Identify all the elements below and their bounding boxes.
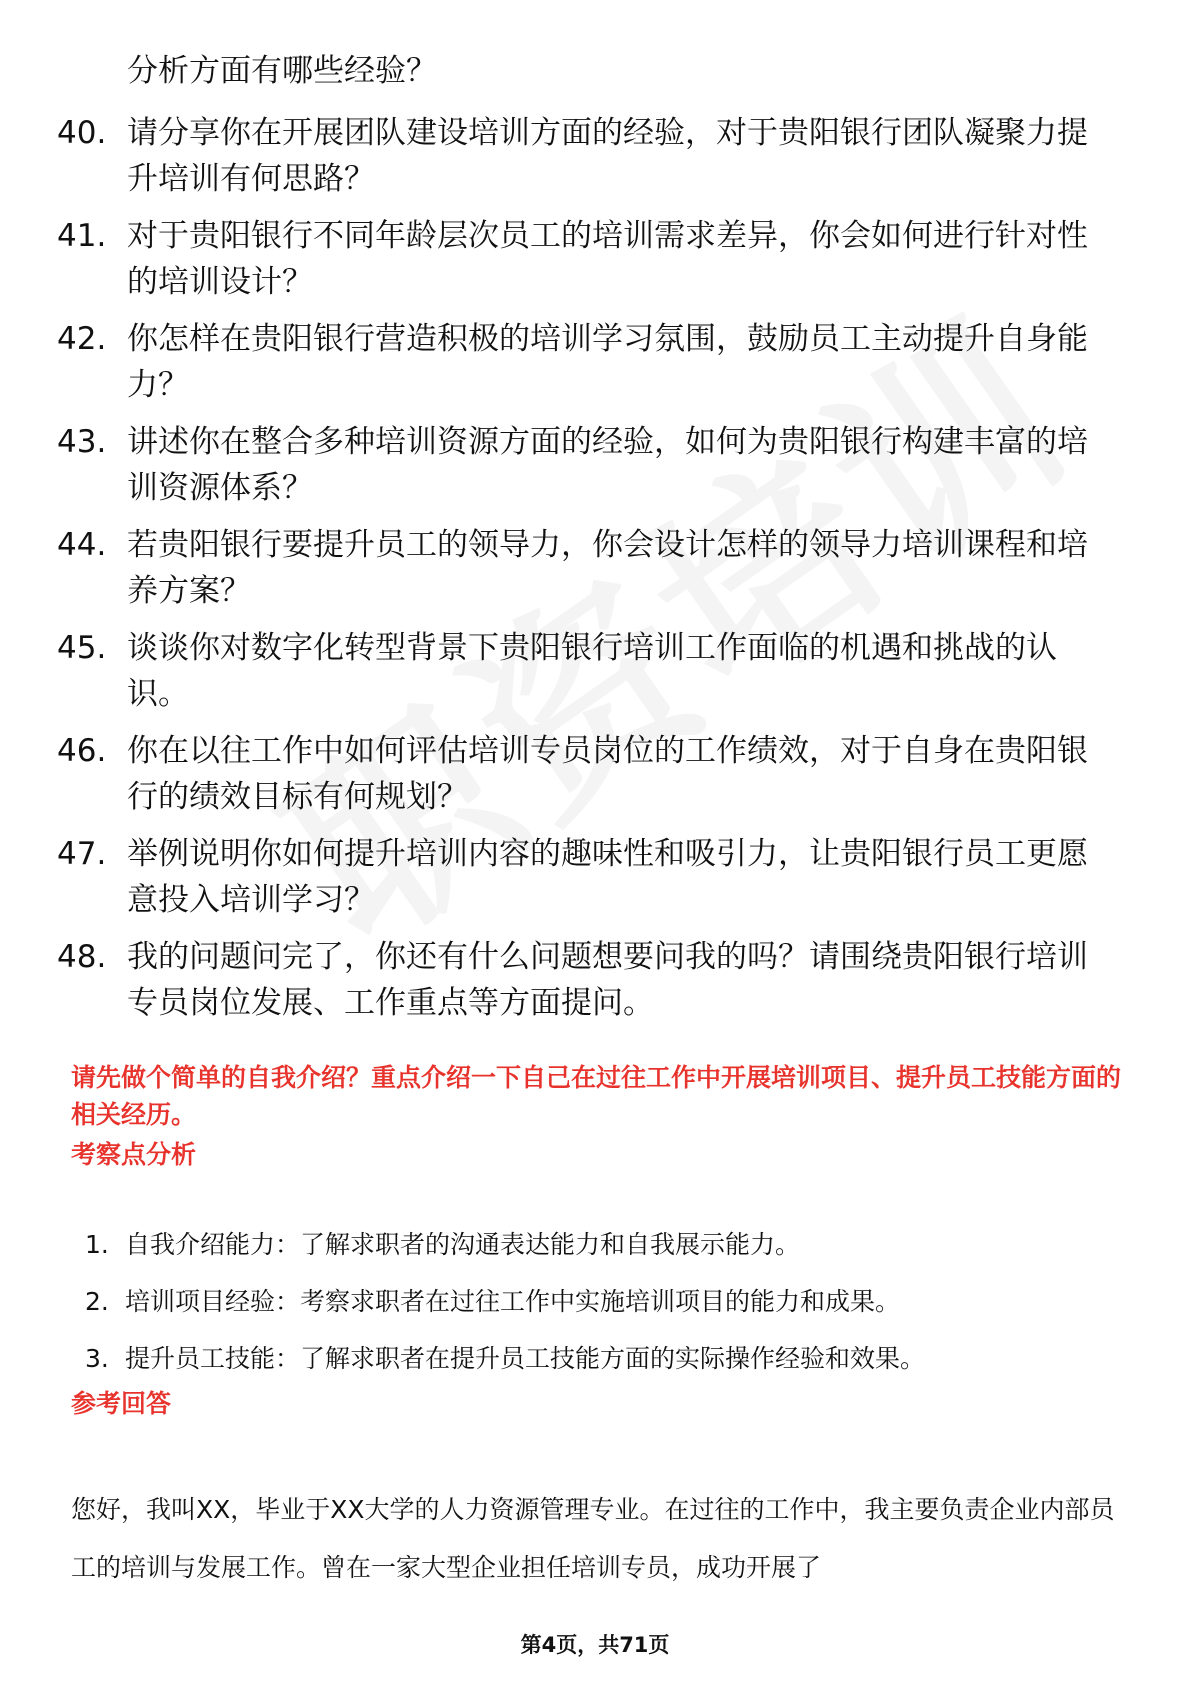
- question-number: 41.: [57, 218, 107, 254]
- analysis-text: 培训项目经验：考察求职者在过往工作中实施培训项目的能力和成果。: [125, 1287, 901, 1316]
- question-number: 43.: [57, 424, 107, 460]
- question-text: 谈谈你对数字化转型背景下贵阳银行培训工作面临的机遇和挑战的认识。: [127, 630, 1057, 712]
- question-number: 42.: [57, 321, 107, 357]
- highlight-question: 请先做个简单的自我介绍？重点介绍一下自己在过往工作中开展培训项目、提升员工技能方面的相关经历。: [71, 1063, 1122, 1129]
- analysis-number: 1.: [85, 1230, 109, 1259]
- question-number: 48.: [57, 939, 107, 975]
- answer-paragraph: 您好，我叫XX，毕业于XX大学的人力资源管理专业。在过往的工作中，我主要负责企业内部员工的培训与发展工作。曾在一家大型企业担任培训专员，成功开展了: [71, 1495, 1115, 1582]
- analysis-text: 自我介绍能力：了解求职者的沟通表达能力和自我展示能力。: [125, 1230, 801, 1259]
- question-text: 请分享你在开展团队建设培训方面的经验，对于贵阳银行团队凝聚力提升培训有何思路？: [127, 115, 1088, 197]
- question-text: 若贵阳银行要提升员工的领导力，你会设计怎样的领导力培训课程和培养方案？: [127, 527, 1088, 609]
- list-item: [57, 110, 1117, 202]
- list-item: [85, 1284, 1115, 1320]
- question-number: 40.: [57, 115, 107, 151]
- question-text: 你怎样在贵阳银行营造积极的培训学习氛围，鼓励员工主动提升自身能力？: [127, 321, 1088, 403]
- analysis-number: 2.: [85, 1287, 109, 1316]
- list-item: [57, 316, 1117, 408]
- question-text: 举例说明你如何提升培训内容的趣味性和吸引力，让贵阳银行员工更愿意投入培训学习？: [127, 836, 1088, 918]
- analysis-number: 3.: [85, 1344, 109, 1373]
- list-item: [57, 522, 1117, 614]
- question-text: 讲述你在整合多种培训资源方面的经验，如何为贵阳银行构建丰富的培训资源体系？: [127, 424, 1088, 506]
- analysis-heading: 考察点分析: [71, 1140, 197, 1169]
- list-item: [57, 213, 1117, 305]
- question-list: [57, 110, 1117, 1037]
- question-text: 你在以往工作中如何评估培训专员岗位的工作绩效，对于自身在贵阳银行的绩效目标有何规划？: [127, 733, 1088, 815]
- list-item: [85, 1227, 1115, 1263]
- list-item: [57, 934, 1117, 1026]
- question-number: 44.: [57, 527, 107, 563]
- question-number: 46.: [57, 733, 107, 769]
- list-item: [57, 831, 1117, 923]
- analysis-list: [85, 1227, 1115, 1398]
- answer-heading: 参考回答: [71, 1389, 172, 1418]
- analysis-text: 提升员工技能：了解求职者在提升员工技能方面的实际操作经验和效果。: [125, 1344, 926, 1373]
- question-text: 对于贵阳银行不同年龄层次员工的培训需求差异，你会如何进行针对性的培训设计？: [127, 218, 1088, 300]
- list-item: [57, 419, 1117, 511]
- list-item: [85, 1341, 1115, 1377]
- page-footer: 第4页，共71页: [520, 1633, 670, 1657]
- question-text: 我的问题问完了，你还有什么问题想要问我的吗？请围绕贵阳银行培训专员岗位发展、工作重点等方面提问。: [127, 939, 1088, 1021]
- question-continuation: 分析方面有哪些经验？: [127, 53, 437, 89]
- list-item: [57, 728, 1117, 820]
- list-item: [57, 625, 1117, 717]
- question-number: 45.: [57, 630, 107, 666]
- question-number: 47.: [57, 836, 107, 872]
